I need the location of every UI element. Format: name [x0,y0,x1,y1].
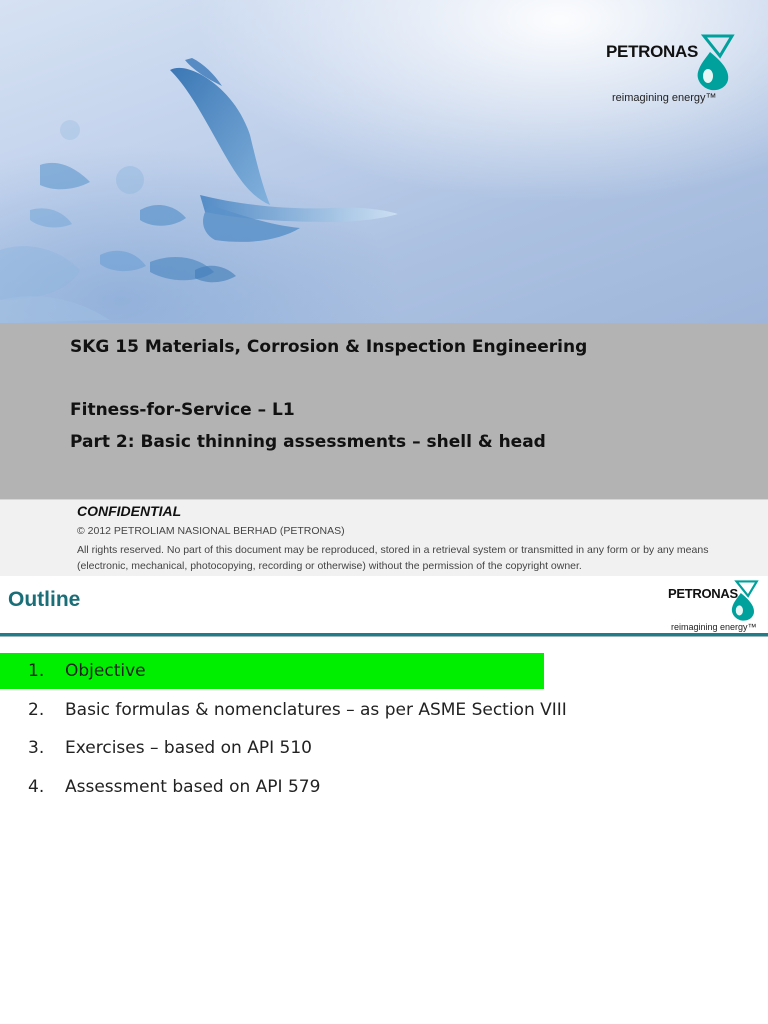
title-divider-shadow [0,636,768,637]
slide-title: Outline [8,588,81,611]
item-number: 2. [28,700,45,720]
rights-statement: All rights reserved. No part of this document may be reproduced, stored in a retrieval system or transmitted in any form or by any means (electronic, mechanical, photocopying, recording or otherwise) without the permission of the copyright owner. [77,544,709,572]
copyright-line: © 2012 PETROLIAM NASIONAL BERHAD (PETRONAS) [77,525,345,537]
list-item [0,769,620,805]
list-item [0,653,544,689]
course-title: SKG 15 Materials, Corrosion & Inspection Engineering [70,337,588,357]
item-number: 3. [28,738,45,758]
logo-tagline: reimagining energy™ [612,92,717,104]
cover-title-band [0,323,768,499]
petronas-logo [606,34,736,110]
module-part: Part 2: Basic thinning assessments – shell & head [70,432,546,452]
confidential-label: CONFIDENTIAL [77,503,182,519]
confidential-notice [0,499,768,576]
item-text: Basic formulas & nomenclatures – as per ASME Section VIII [65,700,567,720]
outline-slide [0,576,768,1024]
module-title: Fitness-for-Service – L1 [70,400,295,420]
petronas-drop-icon [726,580,760,622]
logo-wordmark: PETRONAS [606,42,699,61]
item-text: Objective [65,661,146,681]
item-number: 4. [28,777,45,797]
list-item [0,692,620,728]
list-item [0,730,620,766]
petronas-drop-icon [690,34,736,92]
cover-hero-image [0,0,768,323]
item-text: Exercises – based on API 510 [65,738,312,758]
logo-wordmark: PETRONAS [668,586,738,601]
logo-tagline: reimagining energy™ [671,622,757,632]
petronas-logo-small [668,580,763,636]
item-number: 1. [28,661,45,681]
item-text: Assessment based on API 579 [65,777,321,797]
